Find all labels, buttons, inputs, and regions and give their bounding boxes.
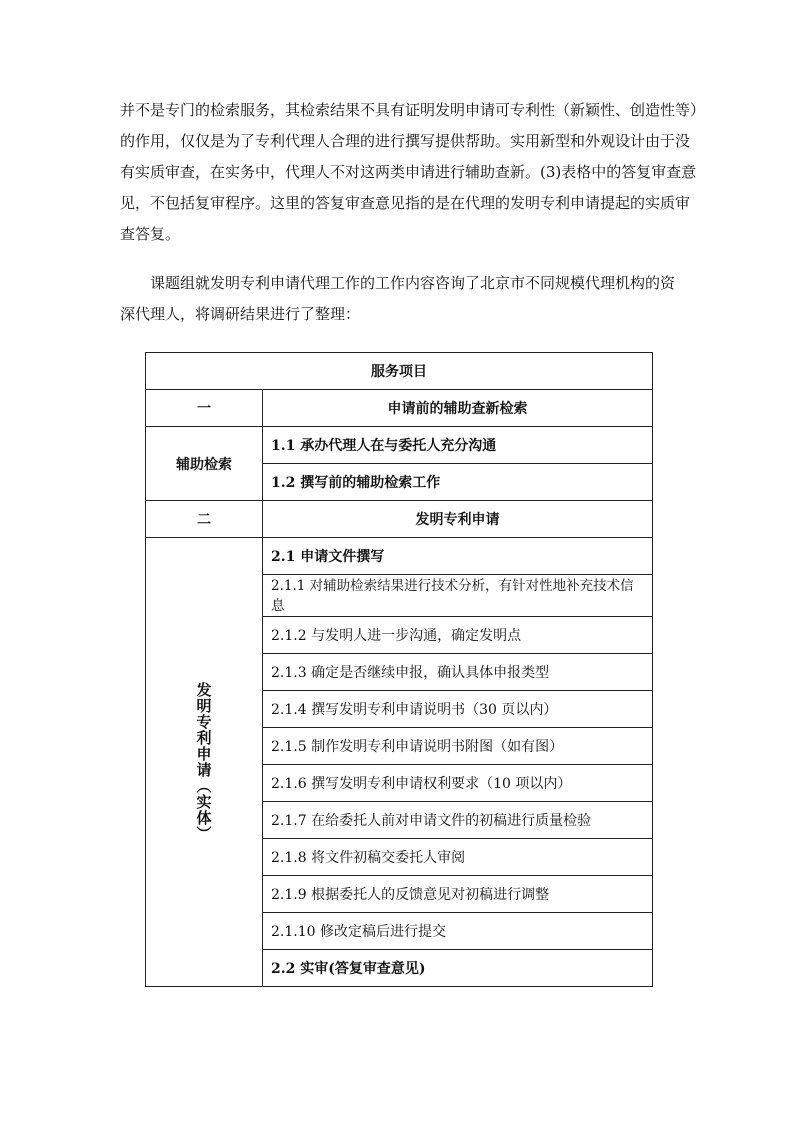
paragraph-line: 深代理人，将调研结果进行了整理： [120,305,361,323]
paragraph-1 [120,95,706,250]
section-row [146,501,653,538]
item-cell: 2.1.8 将文件初稿交委托人审阅 [263,839,653,876]
item-cell: 1.1 承办代理人在与委托人充分沟通 [263,427,653,464]
item-cell: 2.1.4 撰写发明专利申请说明书（30 页以内） [263,691,653,728]
table-row [146,538,653,575]
item-cell: 2.1.9 根据委托人的反馈意见对初稿进行调整 [263,876,653,913]
paragraph-2 [120,268,676,330]
paragraph-line: 有实质审查，在实务中，代理人不对这两类申请进行辅助查新。(3)表格中的答复审查意 [120,163,697,181]
table-header-row [146,353,653,390]
table-header: 服务项目 [146,353,653,390]
group-label-vertical [146,538,263,987]
service-items-table [145,352,653,987]
item-cell: 2.1.1 对辅助检索结果进行技术分析，有针对性地补充技术信息 [263,575,653,617]
group-label: 辅助检索 [146,427,263,501]
paragraph-line: 查答复。 [120,225,181,243]
section-title: 发明专利申请 [263,501,653,538]
section-number: 一 [146,390,263,427]
table-row [146,427,653,464]
section-row [146,390,653,427]
item-cell: 2.1.3 确定是否继续申报，确认具体申报类型 [263,654,653,691]
section-number: 二 [146,501,263,538]
section-title: 申请前的辅助查新检索 [263,390,653,427]
item-cell: 2.1.2 与发明人进一步沟通，确定发明点 [263,617,653,654]
item-cell: 1.2 撰写前的辅助检索工作 [263,464,653,501]
paragraph-line: 见，不包括复审程序。这里的答复审查意见指的是在代理的发明专利申请提起的实质审 [120,194,691,212]
paragraph-line: 课题组就发明专利申请代理工作的工作内容咨询了北京市不同规模代理机构的资 [150,274,676,292]
paragraph-line: 的作用，仅仅是为了专利代理人合理的进行撰写提供帮助。实用新型和外观设计由于没 [120,132,691,150]
sub-heading-cell: 2.1 申请文件撰写 [263,538,653,575]
paragraph-line: 并不是专门的检索服务，其检索结果不具有证明发明申请可专利性（新颖性、创造性等） [120,101,706,119]
sub-heading-cell: 2.2 实审(答复审查意见) [263,950,653,987]
item-cell: 2.1.10 修改定稿后进行提交 [263,913,653,950]
item-cell: 2.1.6 撰写发明专利申请权利要求（10 项以内） [263,765,653,802]
vertical-label-text: 发明专利申请（实体） [194,682,213,842]
item-cell: 2.1.5 制作发明专利申请说明书附图（如有图） [263,728,653,765]
item-cell: 2.1.7 在给委托人前对申请文件的初稿进行质量检验 [263,802,653,839]
